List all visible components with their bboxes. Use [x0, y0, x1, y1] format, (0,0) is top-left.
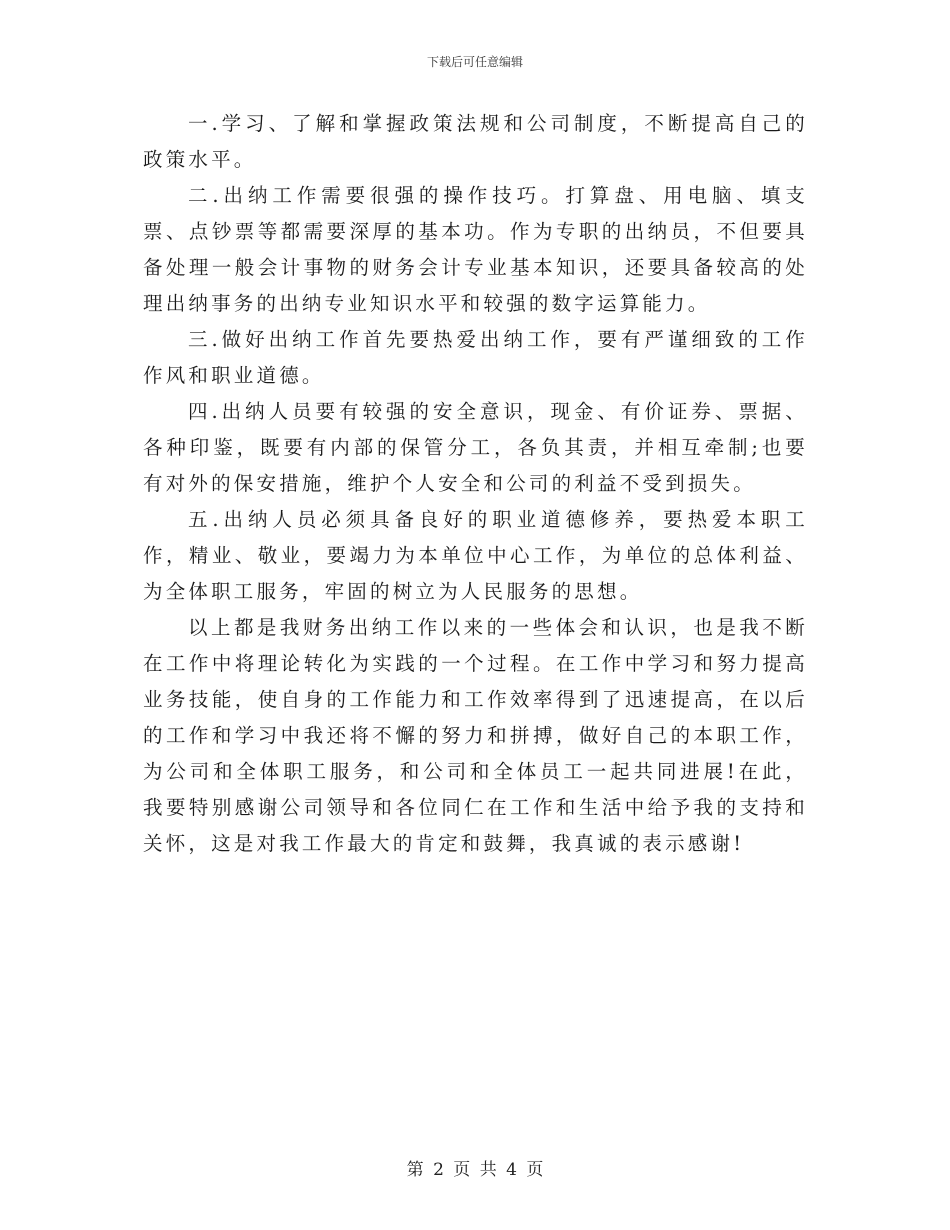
page-header-note: 下载后可任意编辑: [426, 55, 523, 69]
page-number: 第 2 页 共 4 页: [406, 1160, 544, 1180]
paragraph-5: 五.出纳人员必须具备良好的职业道德修养，要热爱本职工作，精业、敬业，要竭力为本单位中心工作，为单位的总体利益、为全体职工服务，牢固的树立为人民服务的思想。: [143, 508, 808, 603]
document-body: [143, 106, 808, 862]
paragraph-2: 二.出纳工作需要很强的操作技巧。打算盘、用电脑、填支票、点钞票等都需要深厚的基本功。作为专职的出纳员，不但要具备处理一般会计事物的财务会计专业基本知识，还要具备较高的处理出纳事务的出纳专业知识水平和较强的数字运算能力。: [143, 184, 808, 315]
paragraph-1: 一.学习、了解和掌握政策法规和公司制度，不断提高自己的政策水平。: [143, 112, 808, 171]
paragraph-4: 四.出纳人员要有较强的安全意识，现金、有价证券、票据、各种印鉴，既要有内部的保管分工，各负其责，并相互牵制;也要有对外的保安措施，维护个人安全和公司的利益不受到损失。: [143, 400, 808, 495]
paragraph-3: 三.做好出纳工作首先要热爱出纳工作，要有严谨细致的工作作风和职业道德。: [143, 328, 808, 387]
paragraph-6: 以上都是我财务出纳工作以来的一些体会和认识，也是我不断在工作中将理论转化为实践的一个过程。在工作中学习和努力提高业务技能，使自身的工作能力和工作效率得到了迅速提高，在以后的工作和学习中我还将不懈的努力和拼搏，做好自己的本职工作，为公司和全体职工服务，和公司和全体员工一起共同进展!在此，我要特别感谢公司领导和各位同仁在工作和生活中给予我的支持和关怀，这是对我工作最大的肯定和鼓舞，我真诚的表示感谢!: [143, 616, 808, 855]
